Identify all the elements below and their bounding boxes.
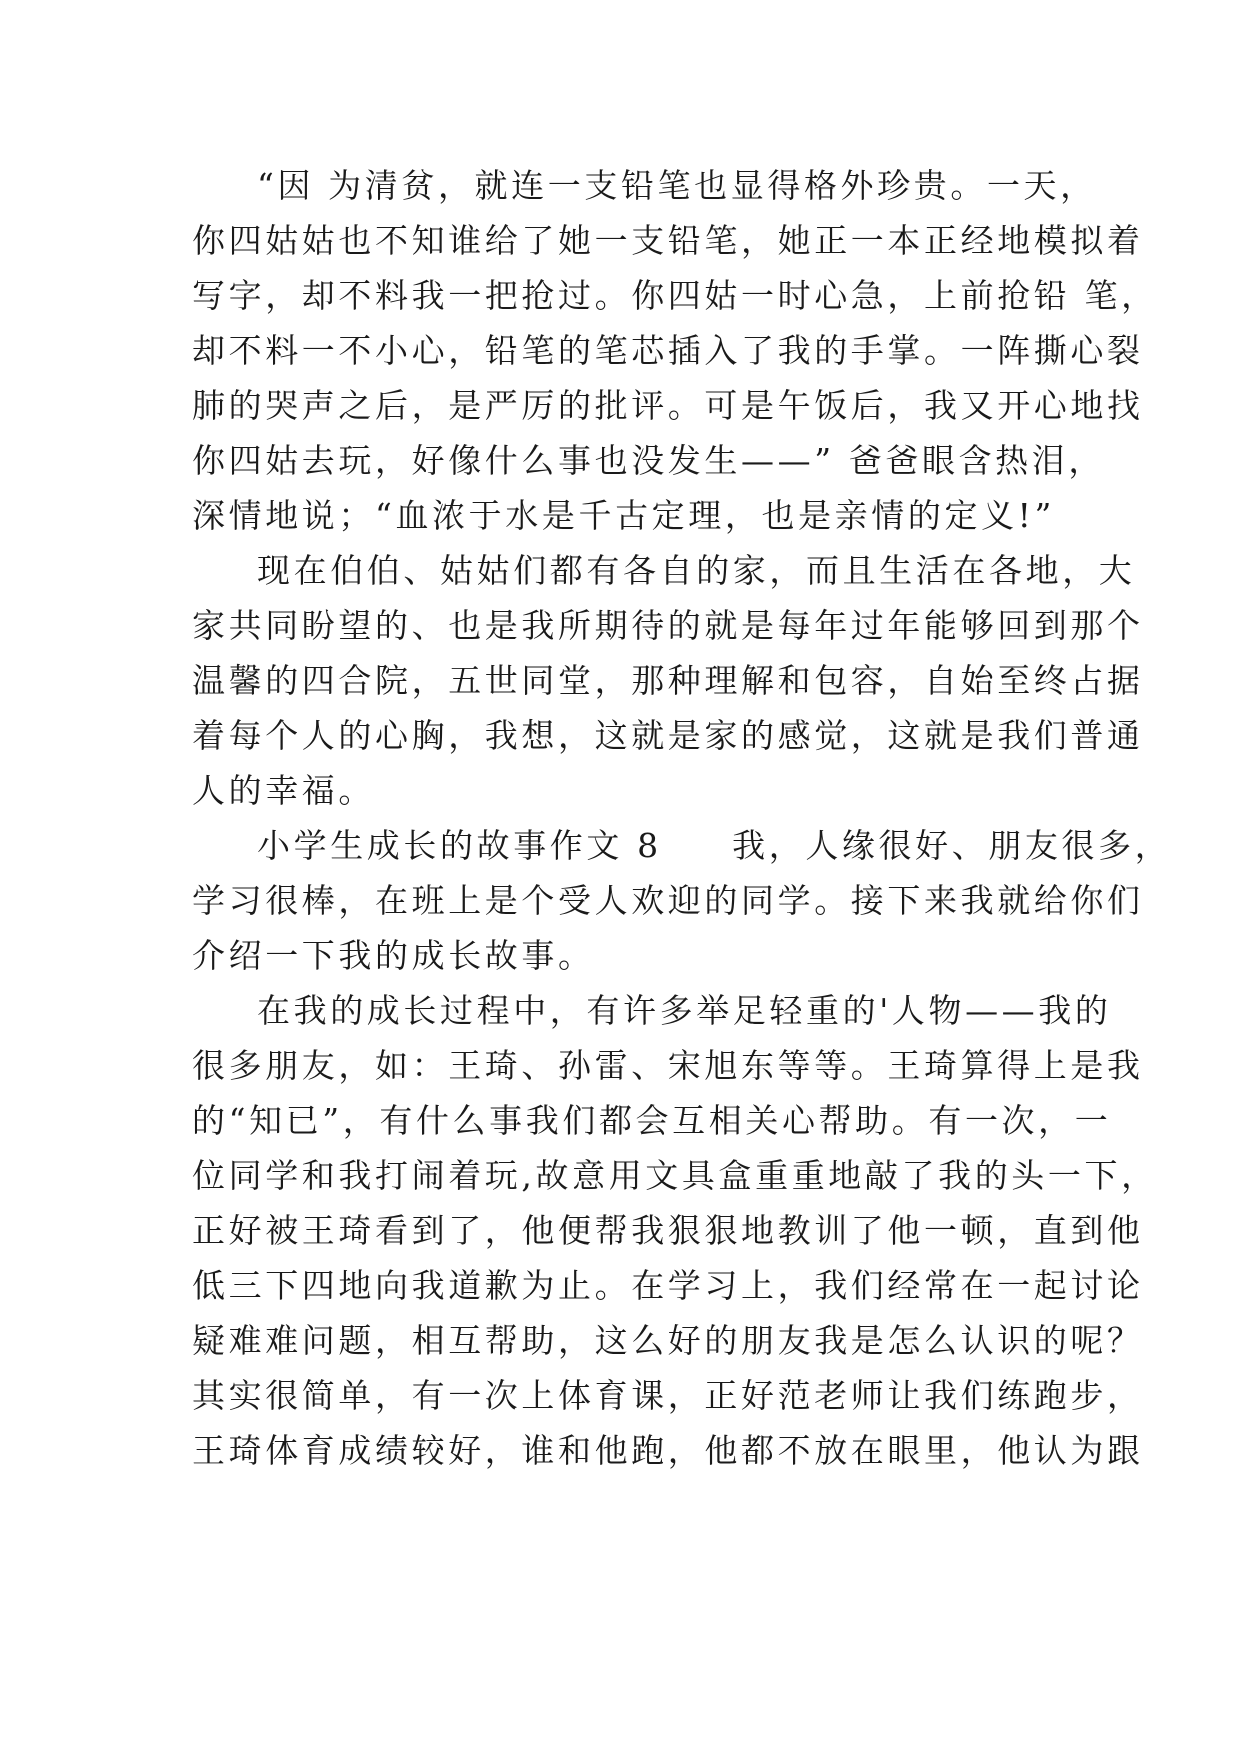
paragraph-2: [192, 543, 1144, 818]
text-line: 温馨的四合院，五世同堂，那种理解和包容，自始至终占据: [192, 661, 1144, 700]
text-line: 深情地说；“血浓于水是千古定理，也是亲情的定义!”: [192, 496, 1056, 535]
text-line: 你四姑姑也不知谁给了她一支铅笔，她正一本正经地模拟着: [192, 221, 1144, 260]
text-line: 王琦体育成绩较好，谁和他跑，他都不放在眼里，他认为跟: [192, 1431, 1144, 1470]
text-line: 现在伯伯、姑姑们都有各自的家，而且生活在各地，大: [257, 551, 1136, 590]
text-line: 正好被王琦看到了，他便帮我狠狠地教训了他一顿，直到他: [192, 1211, 1144, 1250]
body-text: [192, 158, 1172, 1478]
text-line: 人的幸福。: [192, 771, 375, 810]
text-line: 学习很棒，在班上是个受人欢迎的同学。接下来我就给你们: [192, 881, 1144, 920]
text-line: 你四姑去玩，好像什么事也没发生——” 爸爸眼含热泪，: [192, 441, 1105, 480]
text-line: 低三下四地向我道歉为止。在学习上，我们经常在一起讨论: [192, 1266, 1144, 1305]
text-line: 着每个人的心胸，我想，这就是家的感觉，这就是我们普通: [192, 716, 1144, 755]
text-line: 的“知已”，有什么事我们都会互相关心帮助。有一次，一: [192, 1101, 1112, 1140]
paragraph-4: [192, 983, 1158, 1478]
text-line: 却不料一不小心，铅笔的笔芯插入了我的手掌。一阵撕心裂: [192, 331, 1144, 370]
paragraph-3: [192, 818, 1172, 983]
text-line: 疑难难问题，相互帮助，这么好的朋友我是怎么认识的呢？: [192, 1321, 1144, 1360]
text-line: 家共同盼望的、也是我所期待的就是每年过年能够回到那个: [192, 606, 1144, 645]
text-line: 其实很简单，有一次上体育课，正好范老师让我们练跑步，: [192, 1376, 1144, 1415]
text-line: 位同学和我打闹着玩,故意用文具盒重重地敲了我的头一下，: [192, 1156, 1158, 1195]
text-line: 肺的哭声之后，是严厉的批评。可是午饭后，我又开心地找: [192, 386, 1144, 425]
text-line: 介绍一下我的成长故事。: [192, 936, 595, 975]
text-line: “因 为清贫，就连一支铅笔也显得格外珍贵。一天，: [257, 166, 1097, 205]
text-line: 很多朋友，如：王琦、孙雷、宋旭东等等。王琦算得上是我: [192, 1046, 1144, 1085]
text-line: 小学生成长的故事作文 8 我，人缘很好、朋友很多，: [257, 826, 1172, 865]
text-line: 在我的成长过程中，有许多举足轻重的'人物——我的: [257, 991, 1112, 1030]
text-line: 写字，却不料我一把抢过。你四姑一时心急，上前抢铅 笔，: [192, 276, 1158, 315]
paragraph-1: [192, 158, 1158, 543]
